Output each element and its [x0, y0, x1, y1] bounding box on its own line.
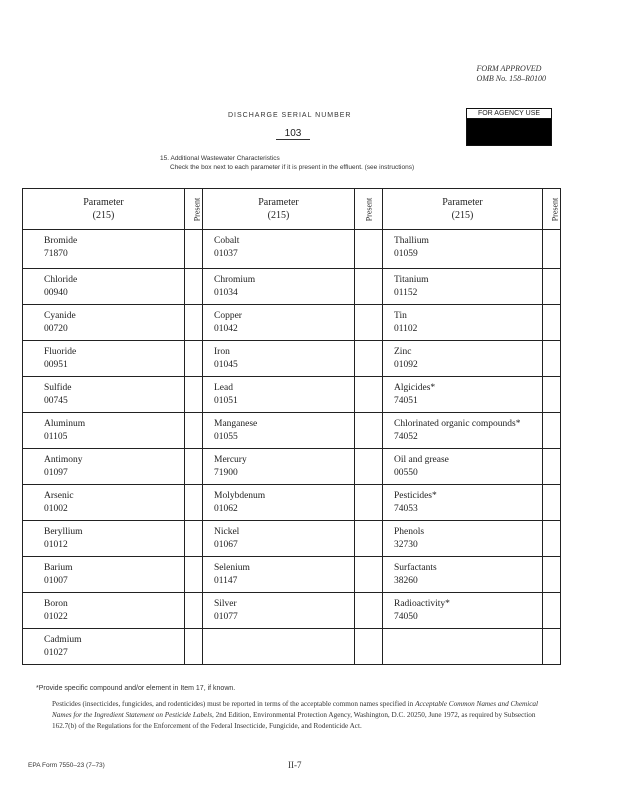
header-present: Present [355, 189, 383, 230]
present-checkbox[interactable] [185, 413, 203, 449]
present-checkbox[interactable] [355, 269, 383, 305]
present-checkbox[interactable] [543, 449, 561, 485]
parameter-code: 71900 [214, 468, 238, 478]
agency-use-box [466, 108, 552, 146]
parameter-code: 74051 [394, 396, 418, 406]
table-row [23, 377, 561, 413]
present-checkbox[interactable] [355, 377, 383, 413]
parameter-name: Copper [214, 311, 242, 321]
parameter-code: 01055 [214, 432, 238, 442]
parameter-name: Oil and grease [394, 455, 449, 465]
parameter-cell [23, 629, 185, 665]
parameter-cell [23, 449, 185, 485]
present-checkbox[interactable] [355, 485, 383, 521]
present-checkbox[interactable] [355, 305, 383, 341]
present-checkbox[interactable] [543, 230, 561, 269]
present-checkbox[interactable] [543, 377, 561, 413]
parameter-cell [203, 341, 355, 377]
present-checkbox[interactable] [355, 413, 383, 449]
form-approved-text: FORM APPROVED [476, 64, 542, 73]
parameter-name: Algicides* [394, 383, 436, 393]
discharge-serial-value: 103 [276, 128, 310, 140]
parameter-code: 01067 [214, 540, 238, 550]
parameter-cell [383, 521, 543, 557]
table-row [23, 305, 561, 341]
present-checkbox[interactable] [543, 413, 561, 449]
parameter-code: 01097 [44, 468, 68, 478]
parameter-name: Chromium [214, 275, 256, 285]
parameter-cell [203, 413, 355, 449]
parameter-code: 01012 [44, 540, 68, 550]
parameter-cell [203, 485, 355, 521]
table-row [23, 269, 561, 305]
parameter-cell [23, 305, 185, 341]
table-row [23, 593, 561, 629]
parameter-name: Molybdenum [214, 491, 266, 501]
agency-use-label: FOR AGENCY USE [467, 109, 551, 119]
present-checkbox[interactable] [185, 305, 203, 341]
header-parameter: Parameter (215) [23, 189, 185, 230]
present-checkbox[interactable] [185, 377, 203, 413]
present-checkbox[interactable] [185, 593, 203, 629]
parameter-code: 01059 [394, 249, 418, 259]
parameter-cell [383, 449, 543, 485]
parameter-name: Beryllium [44, 527, 83, 537]
parameter-name: Nickel [214, 527, 240, 537]
section-instruction: Check the box next to each parameter if it is present in the effluent. (see instructions) [170, 164, 415, 171]
parameter-code: 74052 [394, 432, 418, 442]
parameter-cell [23, 593, 185, 629]
present-checkbox[interactable] [185, 449, 203, 485]
parameter-name: Chloride [44, 275, 78, 285]
parameter-cell [203, 593, 355, 629]
table-row [23, 413, 561, 449]
header-parameter: Parameter (215) [383, 189, 543, 230]
parameter-name: Cadmium [44, 635, 82, 645]
parameter-cell [383, 230, 543, 269]
table-row [23, 341, 561, 377]
present-checkbox[interactable] [185, 485, 203, 521]
parameter-cell [203, 629, 355, 665]
pesticides-note: Pesticides (insecticides, fungicides, and rodenticides) must be reported in terms of the acceptable common names specified in Acceptable Common Names and Chemical Names for the Ingredient Statement on Pesticide Labels, 2nd Edition, Environmental Protection Agency, Washington, D.C. 20250, June 1972, as required by Subsection 162.7(b) of the Regulations for the Enforcement of the Federal Insecticide, Fungicide, and Rodenticide Act. [52, 700, 539, 730]
present-checkbox[interactable] [355, 449, 383, 485]
parameter-cell [383, 593, 543, 629]
form-approved-stamp [476, 64, 546, 84]
present-checkbox[interactable] [355, 629, 383, 665]
parameter-name: Pesticides* [394, 491, 437, 501]
present-checkbox[interactable] [543, 269, 561, 305]
parameter-code: 01022 [44, 612, 68, 622]
parameter-code: 01077 [214, 612, 238, 622]
present-checkbox[interactable] [185, 629, 203, 665]
present-checkbox[interactable] [185, 230, 203, 269]
table-row [23, 230, 561, 269]
parameter-code: 01034 [214, 288, 238, 298]
parameter-name: Surfactants [394, 563, 437, 573]
parameter-code: 32730 [394, 540, 418, 550]
parameter-cell [383, 341, 543, 377]
parameter-cell [23, 557, 185, 593]
parameter-code: 01037 [214, 249, 238, 259]
parameter-code: 01147 [214, 576, 238, 586]
present-checkbox[interactable] [355, 521, 383, 557]
present-checkbox[interactable] [543, 593, 561, 629]
header-present: Present [543, 189, 561, 230]
parameter-cell [23, 269, 185, 305]
parameter-code: 71870 [44, 249, 68, 259]
present-checkbox[interactable] [355, 557, 383, 593]
parameter-name: Selenium [214, 563, 250, 573]
header-present: Present [185, 189, 203, 230]
parameter-cell [203, 521, 355, 557]
parameter-code: 00951 [44, 360, 68, 370]
present-checkbox[interactable] [543, 521, 561, 557]
present-checkbox[interactable] [543, 305, 561, 341]
parameter-cell [203, 305, 355, 341]
table-header-row [23, 189, 561, 230]
parameter-name: Lead [214, 383, 233, 393]
present-checkbox[interactable] [185, 341, 203, 377]
table-row [23, 485, 561, 521]
parameter-code: 38260 [394, 576, 418, 586]
parameter-cell [23, 230, 185, 269]
parameter-code: 01092 [394, 360, 418, 370]
parameter-name: Phenols [394, 527, 425, 537]
present-checkbox[interactable] [355, 593, 383, 629]
present-checkbox[interactable] [355, 230, 383, 269]
parameter-name: Mercury [214, 455, 247, 465]
parameter-cell [203, 449, 355, 485]
parameter-code: 00720 [44, 324, 68, 334]
parameter-code: 00550 [394, 468, 418, 478]
present-checkbox[interactable] [543, 629, 561, 665]
parameter-cell [23, 485, 185, 521]
parameter-code: 74050 [394, 612, 418, 622]
parameter-code: 01002 [44, 504, 68, 514]
present-checkbox[interactable] [543, 485, 561, 521]
parameter-name: Barium [44, 563, 73, 573]
parameter-name: Titanium [394, 275, 429, 285]
parameter-name: Aluminum [44, 419, 86, 429]
parameter-cell [383, 413, 543, 449]
present-checkbox[interactable] [543, 557, 561, 593]
parameter-code: 74053 [394, 504, 418, 514]
parameter-code: 01062 [214, 504, 238, 514]
present-checkbox[interactable] [185, 557, 203, 593]
table-row [23, 449, 561, 485]
parameter-code: 00940 [44, 288, 68, 298]
parameter-code: 00745 [44, 396, 68, 406]
parameter-code: 01042 [214, 324, 238, 334]
parameter-name: Iron [214, 347, 230, 357]
parameter-cell [203, 377, 355, 413]
parameter-cell [23, 521, 185, 557]
omb-number: OMB No. 158–R0100 [476, 74, 546, 83]
agency-use-redaction [467, 119, 551, 145]
parameters-table [22, 188, 561, 665]
parameter-name: Cobalt [214, 236, 240, 246]
table-row [23, 521, 561, 557]
parameter-code: 01007 [44, 576, 68, 586]
header-parameter: Parameter (215) [203, 189, 355, 230]
parameter-code: 01051 [214, 396, 238, 406]
parameter-cell [23, 413, 185, 449]
parameter-name: Radioactivity* [394, 599, 450, 609]
parameter-cell [23, 377, 185, 413]
parameter-cell [203, 269, 355, 305]
form-number: EPA Form 7550–23 (7–73) [28, 762, 105, 769]
parameter-code: 01102 [394, 324, 418, 334]
parameter-cell [23, 341, 185, 377]
present-checkbox[interactable] [185, 269, 203, 305]
parameter-code: 01027 [44, 648, 68, 658]
parameter-name: Thallium [394, 236, 429, 246]
parameter-name: Chlorinated organic compounds* [394, 419, 521, 429]
section-title: 15. Additional Wastewater Characteristics [160, 155, 280, 162]
footnote: *Provide specific compound and/or element in Item 17, if known. [36, 685, 236, 692]
table-row [23, 629, 561, 665]
parameter-cell [383, 485, 543, 521]
parameter-name: Boron [44, 599, 68, 609]
parameter-code: 01045 [214, 360, 238, 370]
present-checkbox[interactable] [355, 341, 383, 377]
table-row [23, 557, 561, 593]
discharge-serial-label: DISCHARGE SERIAL NUMBER [228, 112, 352, 119]
parameter-name: Sulfide [44, 383, 72, 393]
parameter-cell [383, 305, 543, 341]
present-checkbox[interactable] [185, 521, 203, 557]
parameter-cell [383, 377, 543, 413]
parameter-name: Silver [214, 599, 237, 609]
parameter-cell [383, 269, 543, 305]
parameter-code: 01105 [44, 432, 68, 442]
parameter-name: Zinc [394, 347, 412, 357]
parameter-cell [203, 230, 355, 269]
parameter-name: Manganese [214, 419, 258, 429]
parameter-name: Bromide [44, 236, 78, 246]
parameter-name: Fluoride [44, 347, 77, 357]
page-number: II-7 [288, 760, 302, 770]
parameter-name: Antimony [44, 455, 83, 465]
parameter-name: Cyanide [44, 311, 76, 321]
parameter-cell [383, 629, 543, 665]
parameter-cell [383, 557, 543, 593]
parameter-name: Arsenic [44, 491, 74, 501]
parameter-code: 01152 [394, 288, 418, 298]
parameter-cell [203, 557, 355, 593]
parameter-name: Tin [394, 311, 407, 321]
present-checkbox[interactable] [543, 341, 561, 377]
